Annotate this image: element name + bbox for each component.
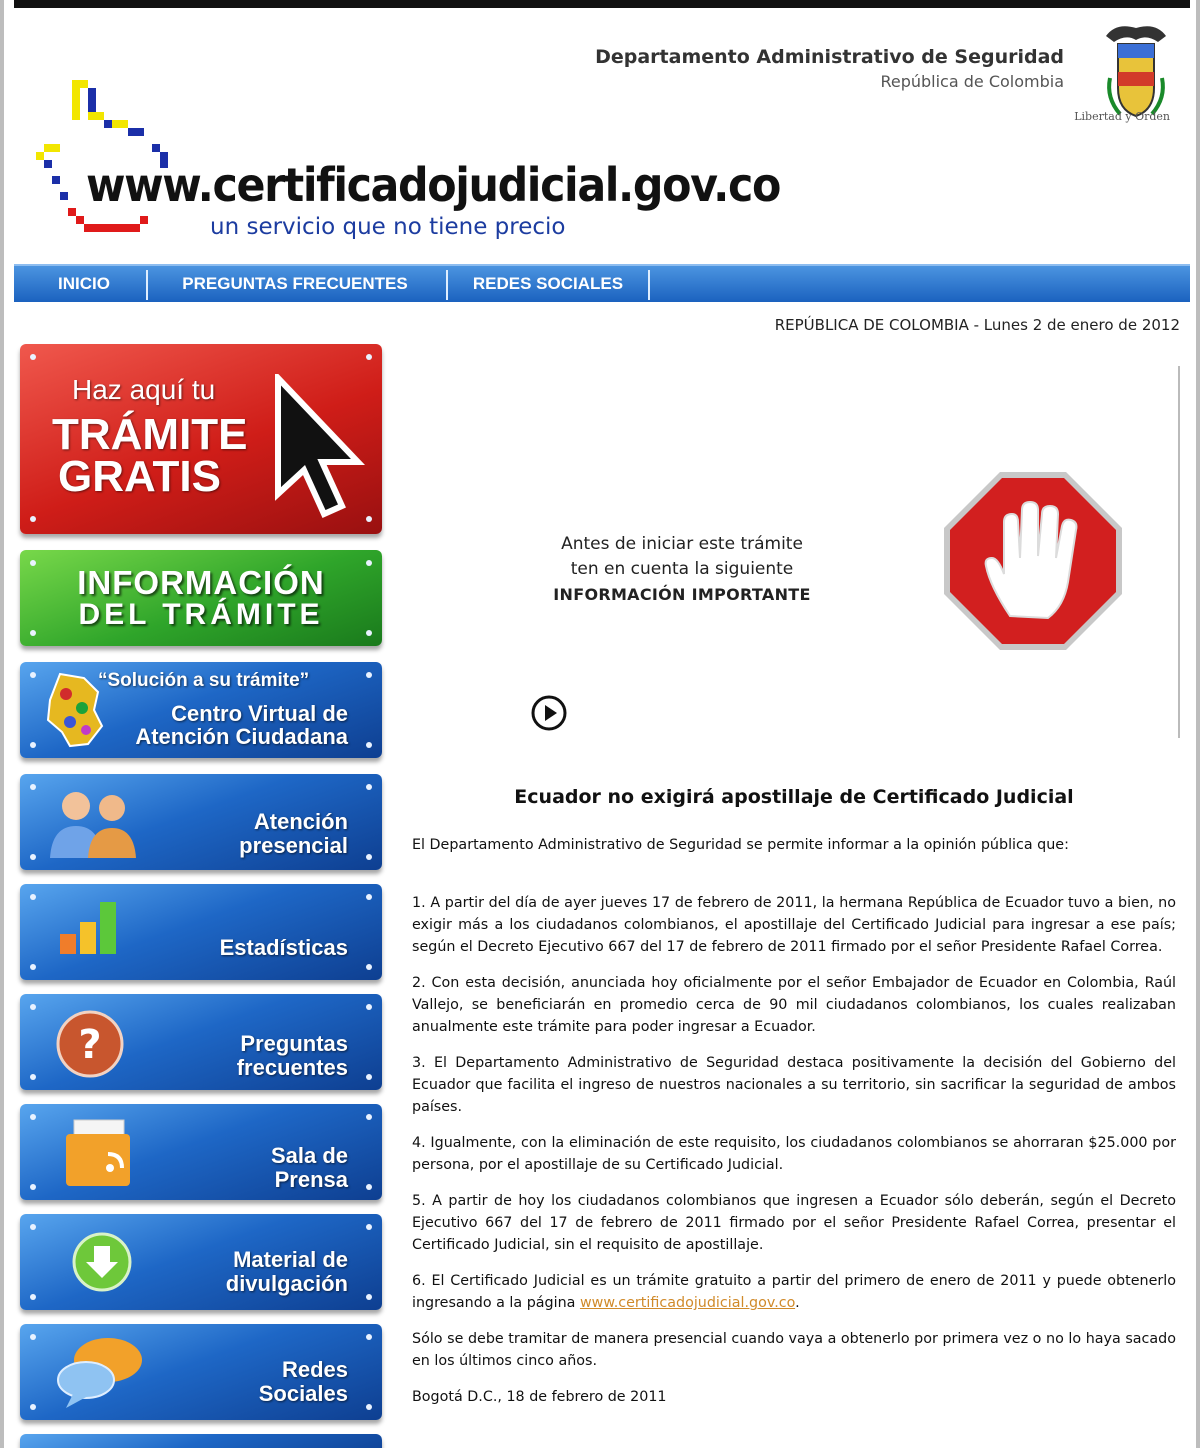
centro-virtual-button[interactable] (20, 662, 382, 758)
rivet (366, 1334, 372, 1340)
rivet (30, 1404, 36, 1410)
informacion-line2: DEL TRÁMITE (78, 598, 324, 631)
stop-hand-icon (938, 466, 1128, 656)
important-info-box (412, 366, 1180, 738)
play-icon[interactable] (530, 694, 568, 732)
atencion-presencial-button[interactable] (20, 774, 382, 870)
preguntas-frecuentes-button[interactable] (20, 994, 382, 1090)
rivet (366, 1184, 372, 1190)
material-divulgacion-button[interactable] (20, 1214, 382, 1310)
article-intro: El Departamento Administrativo de Seguridad se permite informar a la opinión pública que: (412, 837, 1069, 853)
rivet (366, 854, 372, 860)
prensa-line1: Sala de (270, 1143, 348, 1168)
tramite-line1: Haz aquí tu (72, 374, 216, 405)
rivet (366, 672, 372, 678)
rivet (366, 1224, 372, 1230)
estadisticas-button[interactable] (20, 884, 382, 980)
people-icon (46, 786, 142, 862)
rivet (366, 964, 372, 970)
download-arrow-icon (70, 1230, 134, 1294)
rivet (30, 1114, 36, 1120)
rivet (30, 894, 36, 900)
nav-separator (146, 270, 148, 300)
rivet (30, 784, 36, 790)
rivet (366, 784, 372, 790)
prensa-line2: Prensa (274, 1167, 348, 1192)
nav-item-redes-sociales[interactable]: REDES SOCIALES (472, 274, 624, 293)
rivet (30, 1224, 36, 1230)
article-title: Ecuador no exigirá apostillaje de Certificado Judicial (514, 786, 1074, 808)
dateline: REPÚBLICA DE COLOMBIA - Lunes 2 de enero de 2012 (774, 316, 1180, 334)
article-paragraph: Sólo se debe tramitar de manera presencial cuando vaya a obtenerlo por primera vez o no lo haya sacado en los últimos cinco años. (412, 1331, 1176, 1369)
rivet (30, 1074, 36, 1080)
rivet (30, 672, 36, 678)
material-line1: Material de (233, 1247, 348, 1272)
site-header (14, 8, 1190, 264)
news-article (412, 786, 1176, 1422)
main-nav (14, 264, 1190, 302)
tramite-gratis-button[interactable] (20, 344, 382, 534)
rivet (30, 1294, 36, 1300)
rivet (366, 1114, 372, 1120)
material-line2: divulgación (225, 1271, 348, 1296)
article-paragraph: 3. El Departamento Administrativo de Seguridad destaca positivamente la decisión del Gobierno del Ecuador que facilita el ingreso de nuestros nacionales a su territorio, sin sacrificar la seguridad de ambos países. (412, 1055, 1176, 1115)
top-bar (14, 0, 1190, 8)
site-url-logo[interactable]: www.certificadojudicial.gov.co (86, 158, 780, 212)
redes-line2: Sociales (258, 1381, 348, 1406)
rivet (30, 1184, 36, 1190)
rivet (30, 1004, 36, 1010)
nav-separator (446, 270, 448, 300)
certificado-link[interactable]: www.certificadojudicial.gov.co (579, 1295, 796, 1311)
newspaper-rss-icon (60, 1114, 146, 1192)
department-name: Departamento Administrativo de Seguridad (595, 46, 1064, 68)
nav-item-inicio[interactable]: INICIO (58, 274, 110, 293)
article-paragraph: 5. A partir de hoy los ciudadanos colombianos que ingresen a Ecuador sólo deberán, según el Decreto Ejecutivo 667 del 17 de febrero de 2011 firmado por el señor Presidente Rafael Correa, presentar el Certificado Judicial, sin el requisito de apostillaje. (412, 1193, 1176, 1253)
redes-sociales-button[interactable] (20, 1324, 382, 1420)
question-mark-icon (54, 1008, 126, 1080)
info-line1: Antes de iniciar este trámite (561, 534, 803, 554)
national-motto: Libertad y Orden (1074, 110, 1170, 123)
rivet (366, 354, 372, 360)
info-message (532, 532, 832, 607)
info-line2: ten en cuenta la siguiente (570, 559, 794, 579)
info-line3: INFORMACIÓN IMPORTANTE (553, 585, 811, 604)
article-paragraph: 2. Con esta decisión, anunciada hoy oficialmente por el señor Embajador de Ecuador en Colombia, Raúl Vallejo, se beneficiarán en promedio cerca de 90 mil ciudadanos colombianos, los cuales realizaban anualmente este trámite para poder ingresar a Ecuador. (412, 975, 1176, 1035)
rivet (30, 854, 36, 860)
informacion-line1: INFORMACIÓN (77, 564, 325, 601)
tramite-line3: GRATIS (58, 452, 221, 501)
atencion-line1: Atención (253, 809, 348, 834)
nav-separator (648, 270, 650, 300)
nav-item-preguntas-frecuentes[interactable]: PREGUNTAS FRECUENTES (182, 274, 408, 293)
sala-de-prensa-button[interactable] (20, 1104, 382, 1200)
svg-text:?: ? (78, 1022, 102, 1068)
tramite-line2: TRÁMITE (52, 410, 248, 459)
preguntas-line2: frecuentes (236, 1055, 348, 1080)
article-p6-text: 6. El Certificado Judicial es un trámite gratuito a partir del primero de enero de 2011 y puede obtenerlo ingresando a la página (412, 1273, 1176, 1311)
country-name: República de Colombia (880, 72, 1064, 91)
rivet (30, 1334, 36, 1340)
centro-line1: Centro Virtual de (171, 701, 348, 726)
next-sidebar-button[interactable] (20, 1434, 382, 1448)
preguntas-line1: Preguntas (240, 1031, 348, 1056)
centro-tagline: “Solución a su trámite” (98, 670, 310, 691)
article-p6-end: . (795, 1295, 800, 1311)
article-paragraph: 4. Igualmente, con la eliminación de este requisito, los ciudadanos colombianos se ahorraran $25.000 por persona, por el apostillaje de su Certificado Judicial. (412, 1135, 1176, 1173)
bar-chart-icon (58, 898, 128, 962)
centro-line2: Atención Ciudadana (135, 724, 348, 749)
department-block (595, 46, 1064, 91)
rivet (366, 1294, 372, 1300)
site-slogan: un servicio que no tiene precio (210, 214, 566, 240)
rivet (30, 354, 36, 360)
article-paragraph (412, 1270, 1176, 1314)
rivet (30, 964, 36, 970)
rivet (30, 516, 36, 522)
speech-bubbles-icon (56, 1334, 146, 1412)
rivet (366, 1004, 372, 1010)
rivet (30, 742, 36, 748)
redes-line1: Redes (281, 1357, 348, 1382)
colombia-map-icon (40, 670, 106, 750)
rivet (366, 1074, 372, 1080)
estadisticas-label: Estadísticas (219, 935, 348, 960)
rivet (366, 742, 372, 748)
informacion-tramite-button[interactable] (20, 550, 382, 646)
article-signoff: Bogotá D.C., 18 de febrero de 2011 (412, 1389, 667, 1405)
rivet (366, 894, 372, 900)
atencion-line2: presencial (239, 833, 348, 858)
article-paragraph: 1. A partir del día de ayer jueves 17 de febrero de 2011, la hermana República de Ecuador tuvo a bien, no exigir más a los ciudadanos colombianos, el apostillaje del Certificado Judicial para ingresar a ese país; según el Decreto Ejecutivo 667 del 17 de febrero de 2011 firmado por el señor Presidente Rafael Correa. (412, 895, 1176, 955)
cursor-arrow-icon (268, 374, 368, 524)
rivet (366, 1404, 372, 1410)
